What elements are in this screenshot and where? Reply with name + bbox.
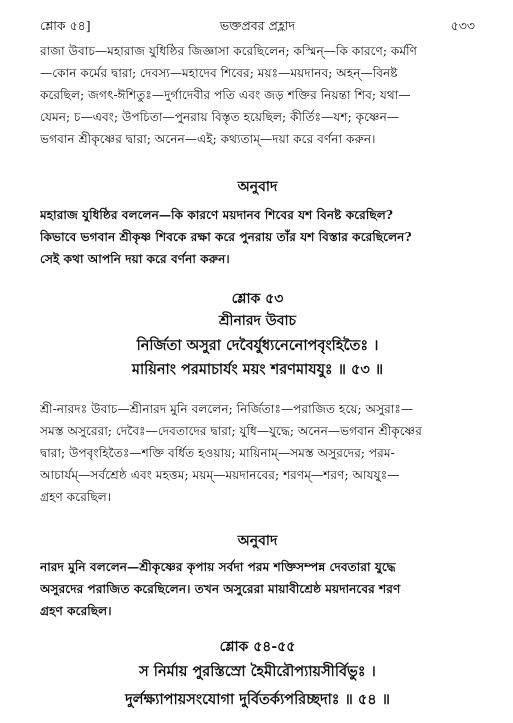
header-chapter-title: ভক্তপ্রবর প্রহ্লাদ — [219, 18, 296, 33]
synonym-line: শ্রী-নারদঃ উবাচ—শ্রীনারদ মুনি বললেন; নির্জিতাঃ—পরাজিত হয়ে; অসুরাঃ— — [40, 402, 414, 416]
synonym-line: —কোন কর্মের দ্বারা; দেবস্য—মহাদেব শিবের; ময়ঃ—ময়দানব; অহন্—বিনষ্ট — [40, 66, 398, 80]
sloka-53-line-2: মায়িনাং পরমাচার্যং ময়ং শরণমাযযুঃ ॥ ৫৩ ॥ — [131, 361, 384, 378]
translation-block-1 — [40, 204, 475, 270]
page-header — [40, 14, 475, 38]
synonym-line: আচার্যম্—সর্বশ্রেষ্ঠ এবং মহত্তম; ময়ম্—ময়দানবের; শরণম্—শরণ; আযযুঃ— — [40, 468, 400, 482]
synonym-line: গ্রহণ করেছিল। — [40, 490, 112, 504]
translation-line: মহারাজ যুধিষ্ঠির বললেন—কি কারণে ময়দানব শিবের যশ বিনষ্ট করেছিল? — [40, 208, 393, 222]
sloka-54-line-1: স নির্মায় পুরস্তিস্রো হৈমীরৌপ্যায়সীর্বিভুঃ । — [139, 663, 376, 680]
synonym-line: যেমন; চ—এবং; উপচিতা—পুনরায় বিস্তৃত হয়েছিল; কীর্তিঃ—যশ; কৃষ্ণেন— — [40, 110, 400, 124]
sloka-53-title: শ্লোক ৫৩ — [231, 291, 284, 307]
translation-line: সেই কথা আপনি দয়া করে বর্ণনা করুন। — [40, 252, 230, 266]
sloka-54-title: শ্লোক ৫৪-৫৫ — [219, 639, 296, 655]
sloka-53-line-1: নির্জিতা অসুরা দেবৈর্যুধ্যনেনোপবৃংহিতৈঃ । — [136, 337, 379, 354]
translation-line: কিভাবে ভগবান শ্রীকৃষ্ণ শিবকে রক্ষা করে পুনরায় তাঁর যশ বিস্তার করেছিলেন? — [40, 230, 412, 244]
synonym-line: দ্বারা; উপবৃংহিতৈঃ—শক্তি বর্ধিত হওয়ায়; মায়িনাম্—সমস্ত অসুরদের; পরম- — [40, 446, 395, 460]
translation-line: অসুরদের পরাজিত করেছিলেন। তখন অসুরেরা মায়াবীশ্রেষ্ঠ ময়দানবের শরণ — [40, 582, 401, 596]
header-page-number: ৫৩৩ — [450, 18, 475, 33]
synonym-line: করেছিল; জগৎ-ঈশিতুঃ—দুর্গাদেবীর পতি এবং জড় শক্তির নিয়ন্তা শিব; যথা— — [40, 88, 411, 102]
synonym-line: ভগবান শ্রীকৃষ্ণের দ্বারা; অনেন—এই; কথ্যতাম্—দয়া করে বর্ণনা করুন। — [40, 132, 376, 146]
sloka-53-speaker: শ্রীনারদ উবাচ — [218, 313, 297, 329]
synonyms-block-2 — [40, 398, 475, 508]
translation-line: নারদ মুনি বললেন—শ্রীকৃষ্ণের কৃপায় সর্বদা পরম শক্তিসম্পন্ন দেবতারা যুদ্ধে — [40, 560, 396, 574]
header-verse-ref: শ্লোক ৫৪] — [40, 18, 91, 33]
synonym-line: সমস্ত অসুরেরা; দেবৈঃ—দেবতাদের দ্বারা; যুধি—যুদ্ধে; অনেন—ভগবান শ্রীকৃষ্ণের — [40, 424, 422, 438]
translation-block-2 — [40, 556, 475, 622]
sloka-54-line-2: দুর্লক্ষ্যাপায়সংযোগা দুর্বিতর্ক্যপরিচ্ছদাঃ ॥ ৫৪ ॥ — [125, 691, 390, 708]
synonym-line: রাজা উবাচ—মহারাজ যুধিষ্ঠির জিজ্ঞাসা করেছিলেন; কস্মিন্—কি কারণে; কর্মণি — [40, 44, 418, 58]
translation-heading-2: অনুবাদ — [237, 533, 278, 549]
translation-line: গ্রহণ করেছিল। — [40, 604, 112, 618]
synonyms-block-1 — [40, 40, 475, 150]
translation-heading-1: অনুবাদ — [237, 179, 278, 195]
